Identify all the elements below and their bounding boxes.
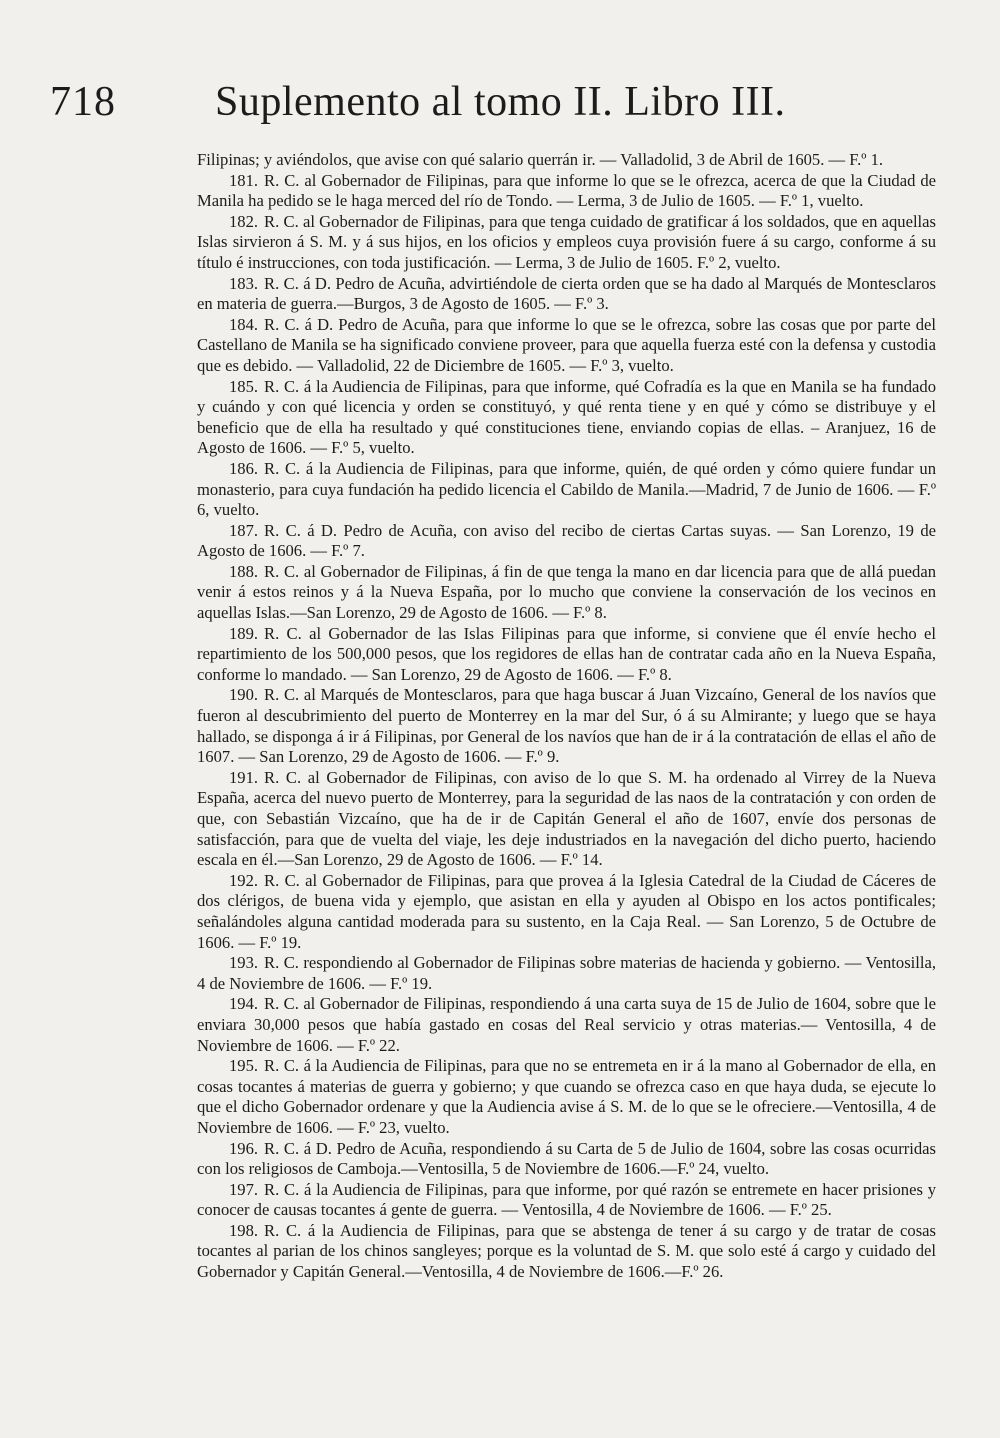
- entry-number: 191.: [229, 767, 259, 787]
- entry-number: 185.: [229, 376, 259, 396]
- entry-text: R. C. á D. Pedro de Acuña, para que informe lo que se le ofrezca, sobre las cosas que por parte del Castellano de Manila se ha significado conviene proveer, para que aquella fuerza esté con la defensa y custodia que es debido. — Valladolid, 22 de Diciembre de 1605. — F.º 3, vuelto.: [197, 314, 936, 375]
- entry-190: [197, 685, 936, 767]
- entry-text: R. C. al Gobernador de Filipinas, para que provea á la Iglesia Catedral de la Ciudad de Cáceres de dos clérigos, de buena vida y ejemplo, que asistan en ella y ayuden al Obispo en los actos pontificales; señalándoles alguna cantidad moderada para su sustento, en la Caja Real. — San Lorenzo, 5 de Octubre de 1606. — F.º 19.: [197, 870, 936, 952]
- entry-number: 189.: [229, 623, 259, 643]
- entry-187: [197, 521, 936, 562]
- entry-194: [197, 994, 936, 1056]
- entry-text: R. C. al Gobernador de las Islas Filipinas para que informe, si conviene que él envíe hecho el repartimiento de los 500,000 pesos, que los regidores de ellas han de contratar cada año en la Nueva España, conforme lo mandado. — San Lorenzo, 29 de Agosto de 1606. — F.º 8.: [197, 623, 936, 684]
- entry-number: 184.: [229, 314, 259, 334]
- entry-182: [197, 212, 936, 274]
- entry-text: Filipinas; y aviéndolos, que avise con qué salario querrán ir. — Valladolid, 3 de Abril de 1605. — F.º 1.: [197, 150, 884, 169]
- entry-number: 193.: [229, 953, 259, 973]
- entry-188: [197, 562, 936, 624]
- entry-197: [197, 1180, 936, 1221]
- entry-number: 194.: [229, 994, 259, 1014]
- entry-text: R. C. á la Audiencia de Filipinas, para que informe, quién, de qué orden y cómo quiere fundar un monasterio, para cuya fundación ha pedido licencia el Cabildo de Manila.—Madrid, 7 de Junio de 1606. — F.º 6, vuelto.: [197, 458, 936, 520]
- page-header: [50, 78, 936, 140]
- entry-183: [197, 274, 936, 315]
- entry-number: 197.: [229, 1179, 259, 1199]
- entry-text: R. C. al Gobernador de Filipinas, para que tenga cuidado de gratificar á los soldados, que en aquellas Islas sirvieron á S. M. y á sus hijos, en los oficios y empleos cuya provisión fuere á su cargo, conforme á su título é instrucciones, con toda justificación. — Lerma, 3 de Julio de 1605. F.º 2, vuelto.: [197, 211, 936, 272]
- entry-text: R. C. al Gobernador de Filipinas, con aviso de lo que S. M. ha ordenado al Virrey de la Nueva España, acerca del nuevo puerto de Monterrey, para la seguridad de las naos de la contratación y con orden de que, con Sebastián Vizcaíno, que ha de ir de Capitán General el año de 1607, envíe dos personas de satisfacción, para que de vuelta del viaje, les deje industriados en la navegación del dicho puerto, haciendo escala en él.—San Lorenzo, 29 de Agosto de 1606. — F.º 14.: [197, 767, 936, 870]
- entry-181: [197, 171, 936, 212]
- entry-text: R. C. á la Audiencia de Filipinas, para que informe, qué Cofradía es la que en Manila se ha fundado y cuándo y con qué licencia y orden se constituyó, y qué renta tiene y en qué y cómo se distribuye y el beneficio que de ella ha resultado y qué constituciones tiene, enviando copias de ellas. – Aranjuez, 16 de Agosto de 1606. — F.º 5, vuelto.: [197, 376, 936, 458]
- entry-number: 187.: [229, 520, 259, 540]
- entry-text: R. C. á D. Pedro de Acuña, con aviso del recibo de ciertas Cartas suyas. — San Lorenzo, 19 de Agosto de 1606. — F.º 7.: [197, 520, 936, 561]
- entry-185: [197, 377, 936, 459]
- entry-number: 190.: [229, 685, 259, 705]
- entry-text: R. C. al Gobernador de Filipinas, para que informe lo que se le ofrezca, acerca de que la Ciudad de Manila ha pedido se le haga merced del río de Tondo. — Lerma, 3 de Julio de 1605. — F.º 1, vuelto.: [197, 170, 936, 211]
- entry-193: [197, 953, 936, 994]
- entry-text: R. C. al Gobernador de Filipinas, á fin de que tenga la mano en dar licencia para que de allá puedan venir á estos reinos y á la Nueva España, por lo mucho que conviene la conservación de los vecinos en aquellas Islas.—San Lorenzo, 29 de Agosto de 1606. — F.º 8.: [197, 561, 936, 623]
- entry-number: 195.: [229, 1056, 259, 1076]
- entry-number: 182.: [229, 211, 259, 231]
- entry-number: 196.: [229, 1138, 259, 1158]
- entry-text: R. C. á la Audiencia de Filipinas, para que informe, por qué razón se entremete en hacer prisiones y conocer de causas tocantes á gente de guerra. — Ventosilla, 4 de Noviembre de 1606. — F.º 25.: [197, 1179, 936, 1220]
- entry-195: [197, 1056, 936, 1138]
- entry-number: 188.: [229, 561, 259, 581]
- entry-text: R. C. respondiendo al Gobernador de Filipinas sobre materias de hacienda y gobierno. — Ventosilla, 4 de Noviembre de 1606. — F.º 19.: [197, 953, 936, 993]
- entry-text: R. C. á la Audiencia de Filipinas, para que se abstenga de tener á su cargo y de tratar de cosas tocantes al parian de los chinos sangleyes; porque es la voluntad de S. M. que solo esté á cargo y cuidado del Gobernador y Capitán General.—Ventosilla, 4 de Noviembre de 1606.—F.º 26.: [197, 1220, 936, 1282]
- entry-text: R. C. al Gobernador de Filipinas, respondiendo á una carta suya de 15 de Julio de 1604, sobre que le enviara 30,000 pesos que había gastado en cosas del Real servicio y otras materias.— Ventosilla, 4 de Noviembre de 1606. — F.º 22.: [197, 994, 936, 1055]
- entry-number: 181.: [229, 170, 259, 190]
- entry-198: [197, 1221, 936, 1283]
- running-head: Suplemento al tomo II. Libro III.: [215, 79, 786, 125]
- entry-192: [197, 871, 936, 953]
- entry-number: 198.: [229, 1220, 259, 1240]
- entry-number: 186.: [229, 458, 259, 478]
- entry-189: [197, 624, 936, 686]
- entry-186: [197, 459, 936, 521]
- entry-text: R. C. á D. Pedro de Acuña, advirtiéndole de cierta orden que se ha dado al Marqués de Montesclaros en materia de guerra.—Burgos, 3 de Agosto de 1605. — F.º 3.: [197, 273, 936, 314]
- entry-196: [197, 1139, 936, 1180]
- page-number: 718: [50, 79, 116, 125]
- entry-text: R. C. á D. Pedro de Acuña, respondiendo á su Carta de 5 de Julio de 1604, sobre las cosas ocurridas con los religiosos de Camboja.—Ventosilla, 5 de Noviembre de 1606.—F.º 24, vuelto.: [197, 1138, 936, 1179]
- entry-continuation: [197, 150, 936, 171]
- entry-191: [197, 768, 936, 871]
- entry-text: R. C. á la Audiencia de Filipinas, para que no se entremeta en ir á la mano al Gobernador de ella, en cosas tocantes á materias de guerra y gobierno; y que cuando se ofrezca caso en que haya duda, se ejecute lo que el dicho Gobernador ordenare y que la Audiencia avise á S. M. de lo que se le ofreciere.—Ventosilla, 4 de Noviembre de 1606. — F.º 23, vuelto.: [197, 1056, 936, 1137]
- entry-number: 192.: [229, 870, 259, 890]
- entry-number: 183.: [229, 273, 259, 293]
- entries-list: [197, 150, 936, 1283]
- entry-text: R. C. al Marqués de Montesclaros, para que haga buscar á Juan Vizcaíno, General de los navíos que fueron al descubrimiento del puerto de Monterrey en la mar del Sur, ó á su Almirante; y luego que se haya hallado, se disponga á ir á Filipinas, por General de los navíos que han de ir á la contratación de ellas el año de 1607. — San Lorenzo, 29 de Agosto de 1606. — F.º 9.: [197, 685, 936, 767]
- entry-184: [197, 315, 936, 377]
